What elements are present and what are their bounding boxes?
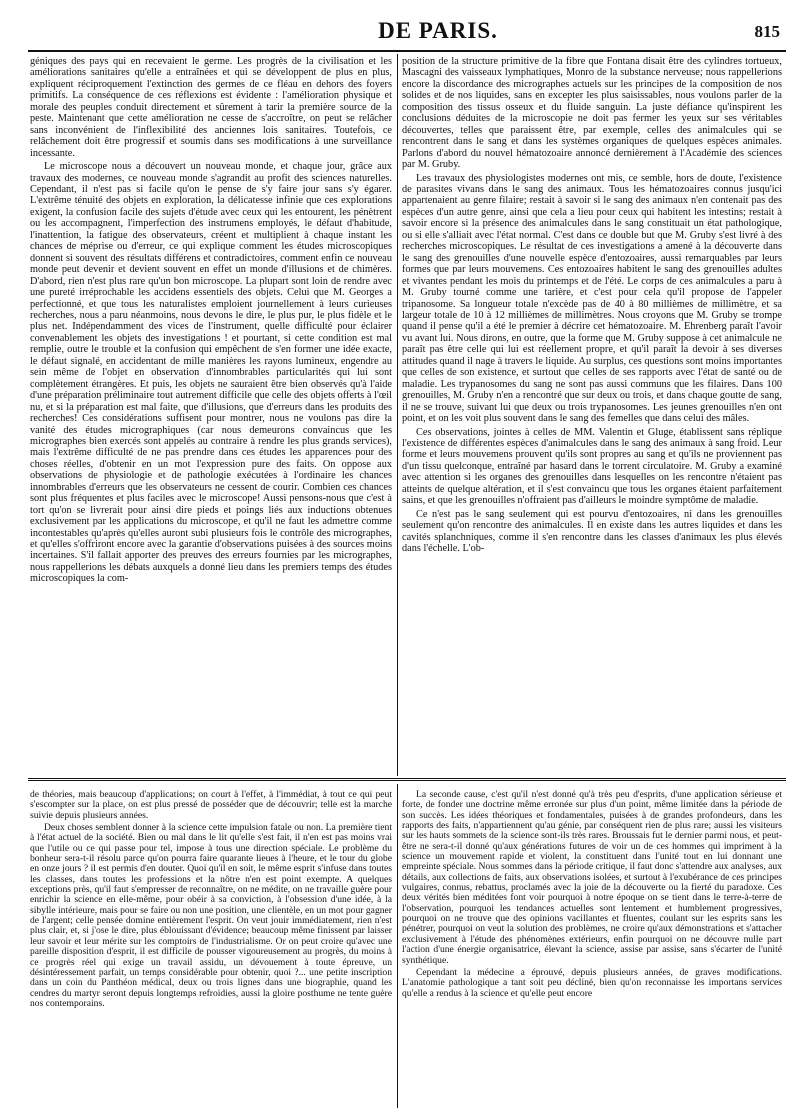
header-rule bbox=[28, 50, 786, 52]
paragraph: Ces observations, jointes à celles de MM. Valentin et Gluge, établissent sans réplique l'existence de différentes espèces d'animalcules dans le sang des animaux à sang froid. Leur forme et leurs mouvemens prouvent qu'ils sont propres au sang et qu'ils ne proviennent pas d'un tissu quelconque, entraîné par hasard dans le torrent circulatoire. M. Gruby a examiné avec attention si les organes des grenouilles dans lesquelles on les rencontre n'étaient pas atteints de quelque altération, et il s'est convaincu que tous les organes étaient parfaitement sains, et que les grenouilles n'offraient pas d'ailleurs le moindre symptôme de maladie. bbox=[402, 426, 782, 507]
column-divider bbox=[397, 784, 398, 1108]
column-divider bbox=[397, 54, 398, 776]
paragraph: Deux choses semblent donner à la science cette impulsion fatale ou non. La première tient à l'état actuel de la société. Bien ou mal dans le lit qu'elle s'est fait, il n'en est pas moins vrai que l'utile ou ce qui passe pour tel, impose à tous une direction spéciale. Le problème du bonheur sera-t-il résolu parce qu'on pourra faire quarante lieues à l'heure, et le tour du globe en onze jours ? il est permis d'en douter. Quoi qu'il en soit, le même esprit s'infuse dans toutes les classes, dans toutes les professions et la nôtre n'en est point exempte. A quelques exceptions près, qu'il faut s'empresser de reconnaître, on ne médite, on ne travaille guère pour enrichir la science en elle-même, pour obéir à sa conviction, à l'obsession d'une idée, à la sibylle intérieure, mais pour se faire ou non une position, une clientèle, en un mot pour gagner de l'argent; celle pensée domine entièrement l'esprit. On veut jouir immédiatement, rien n'est plus clair, et, si j'ose le dire, plus éblouissant d'évidence; beaucoup même finissent par laisser leur savoir et leur mérite sur les comptoirs de l'industrialisme. Or on peut croire qu'avec une pareille disposition d'esprit, il est difficile de pousser vigoureusement au progrès, du moins à ce progrès réel qui exige un travail assidu, un dévouement à toute épreuve, un désintéressement parfait, un temps considérable pour obtenir, quoi ?... une petite inscription dans un coin du Panthéon médical, deux ou trois lignes dans une biographie, quand les cendres du martyr seront depuis longtemps refroidies, aussi la gloire posthume ne tente guère nos contemporains. bbox=[30, 822, 392, 1009]
paragraph: La seconde cause, c'est qu'il n'est donné qu'à très peu d'esprits, d'une application sérieuse et forte, de fonder une doctrine même erronée sur plus d'un point, même limitée dans la période de son succès. Les idées théoriques et fondamentales, puisées à de grandes profondeurs, dans les rapports des faits, n'appartiennent qu'au génie, par conséquent rien de plus rare; aussi les visiteurs sur les hauts sommets de la science sont-ils très rares. Broussais fut le dernier parmi nous, et peut-être ne sera-t-il donné qu'aux générations futures de voir un de ces hommes qui impriment à la science un mouvement rapide et violent, la constituent dans l'unité tout en lui donnant une empreinte spéciale. Nous sommes dans la période critique, il faut donc s'attendre aux analyses, aux détails, aux collections de faits, aux observations isolées, et surtout à l'exubérance de ces principes vulgaires, connus, rebattus, proclamés avec la joie de la découverte ou la fierté du paradoxe. Ces deux vérités bien méditées font voir pourquoi à notre époque on se tient dans le terre-à-terre de l'observation, pourquoi les tendances actuelles sont lentement et humblement progressives, pourquoi on ne trouve que des opinions vacillantes et fluentes, coulant sur les esprits sans les pénétrer, pourquoi on veut la solution des problèmes, ne croire qu'aux démonstrations et s'attacher exclusivement à l'étude des phénomènes extérieurs, enfin pourquoi on ne découvre nulle part l'action d'une énergie organisatrice, élevant la science, assise par assise, sans s'écarter de l'unité synthétique. bbox=[402, 790, 782, 966]
paragraph: Le microscope nous a découvert un nouveau monde, et chaque jour, grâce aux travaux des modernes, ce nouveau monde s'agrandit au profit des sciences naturelles. Cependant, il n'est pas si facile qu'on le pense de s'y faire jour sans s'y égarer. L'extrême ténuité des objets en exploration, la délicatesse infinie que ces explorations exigent, la confusion facile des sujets d'étude avec ceux qui les entourent, les pénètrent ou les accompagnent, l'imperfection des instrumens employés, le défaut d'habitude, l'inattention, la fatigue des observateurs, créent et multiplient à chaque instant les chances de méprise ou d'erreur, ce qui explique comment les études microscopiques donnent si souvent des résultats différens et contradictoires, comment enfin ce nouveau monde peut devenir et devient souvent en effet un monde d'illusions et de chimères. D'abord, rien n'est plus rare qu'un bon microscope. La plupart sont loin de rendre avec une pureté irréprochable les accidens essentiels des objets. Celui que M. Georges a perfectionné, et que tous les naturalistes emploient journellement à leurs curieuses recherches, nous a paru néanmoins, nous devons le dire, le plus pur, le plus fidèle et le plus net. Indépendamment des vices de l'instrument, quelle difficulté pour éclairer convenablement les objets des investigations ! et pourtant, si cette condition est mal remplie, outre le trouble et la confusion qui empêchent de s'en former une idée exacte, le défaut signalé, en accidentant de mille manières les rayons lumineux, engendre au sein même de l'objet en observation d'innombrables particularités qui lui sont complètement étrangères. Et puis, les objets ne sauraient être bien observés qu'à l'aide d'une préparation préliminaire tout autrement difficile que celle des objets offerts à l'œil nu, et si la préparation est mal faite, que d'illusions, que d'erreurs dans les produits des recherches! Ces considérations suffisent pour montrer, nous ne voulons pas dire la vanité des études micrographiques (car nous demeurons convaincus que les micrographes bien exercés sont appelés au contraire à rendre les plus grands services), mais l'extrême difficulté de ne pas prendre dans ces études les apparences pour des choses réelles, d'obtenir en un mot l'expression pure des faits. On oppose aux observations de physiologie et de pathologie exécutées à l'ordinaire les chances innombrables d'erreurs que les observateurs ne cessent de courir. Combien ces chances sont plus fréquentes et plus faciles avec le microscope! Aussi pensons-nous que c'est à tort qu'on se livrerait pour ainsi dire pieds et poings liés aux inductions obtenues exclusivement par les applications du microscope, et qu'il ne faut les admettre comme incontestables qu'après qu'elles auront subi plusieurs fois le contrôle des micrographes, et qu'elles s'offriront encore avec la garantie d'observations puisées à des sources moins incertaines. S'il fallait apporter des preuves des erreurs fournies par les micrographes, nous rappellerions les débats auxquels a donné lieu dans les premiers temps des études microscopiques la com- bbox=[30, 161, 392, 585]
paragraph: géniques des pays qui en recevaient le germe. Les progrès de la civilisation et les améliorations sanitaires qu'elle a entraînées et qui se développent de plus en plus, expliquent réciproquement l'extinction des germes de ce fléau en dehors des foyers primitifs. La conséquence de ces réflexions est évidente : l'amélioration physique et morale des peuples conduit directement et sûrement à tarir la première source de la peste. Maintenant que cette amélioration ne cesse de s'accroître, on peut se relâcher sans inconvénient de l'inflexibilité des anciennes lois sanitaires. Toutefois, ce relâchement doit être progressif et soumis dans ses modifications à une surveillance incessante. bbox=[30, 56, 392, 159]
section-rule bbox=[28, 778, 786, 781]
page-title: DE PARIS. bbox=[378, 18, 498, 43]
upper-right-column bbox=[402, 56, 782, 774]
paragraph: position de la structure primitive de la fibre que Fontana disait être des cylindres tortueux, Mascagni des vaisseaux lymphatiques, Monro de la substance nerveuse; nous rappellerions encore la discordance des micrographes actuels sur les principes de la composition de nos solides et de nos liquides, sans en excepter les plus saisissables, nous voulons parler de la composition des tissus osseux et du fluide sanguin. La juste défiance qu'inspirent les conclusions déduites de la microscopie ne doit pas fermer les yeux sur ses véritables découvertes, telles que paraissent être, par exemple, celles des animalcules qui se rencontrent dans le sang et dans les systèmes organiques de quelques espèces animales. Parlons d'abord du nouvel hématozoaire annoncé dernièrement à l'Académie des sciences par M. Gruby. bbox=[402, 56, 782, 171]
page-header bbox=[28, 12, 788, 52]
paragraph: de théories, mais beaucoup d'applications; on court à l'effet, à l'immédiat, à tout ce qui peut s'escompter sur la place, on est plus pressé de posséder que de découvrir; telle est la marche suivie depuis plusieurs années. bbox=[30, 790, 392, 821]
lower-right-column bbox=[402, 790, 782, 1108]
page-number: 815 bbox=[754, 22, 780, 41]
upper-left-column bbox=[30, 56, 392, 774]
paragraph: Les travaux des physiologistes modernes ont mis, ce semble, hors de doute, l'existence de parasites vivans dans le sang des animaux. Tous les hématozoaires connus jusqu'ici appartenaient au genre filaire; restait à savoir si le sang des animaux n'en contenait pas des espèces d'un autre genre, ainsi que cela a lieu pour ceux qui habitent les intestins; restait à savoir encore si la présence des animalcules dans le sang constituait un état pathologique, ou si elle s'alliait avec l'état normal. C'est dans ce double but que M. Gruby s'est livré à des recherches microscopiques. Le résultat de ces investigations a amené à la découverte dans le sang des grenouilles d'une nouvelle espèce d'entozoaires, aussi remarquables par leurs formes que par leurs mouvemens. Ces entozoaires habitent le sang des grenouilles adultes et vivantes pendant les mois du printemps et de l'été. Le corps de ces animalcules a paru à M. Gruby tourné comme une tarière, et c'est pour cela qu'il propose de l'appeler tripanosome. Sa longueur totale n'excède pas de 40 à 80 millièmes de millimètre, et sa largeur totale de 10 à 12 millièmes de millimètres. Nous croyons que M. Gruby se trompe quand il pense qu'il a été le premier à décrire cet hématozoaire. M. Ehrenberg paraît l'avoir vu avant lui. Nous dirons, en outre, que la forme que M. Gruby suppose à cet animalcule ne paraît pas être celle qui lui est réellement propre, et qu'il paraît la devoir à ses diverses attitudes quand il nage à travers le liquide. Au surplus, ces questions sont moins importantes que celles de son existence, et surtout que celles de ses rapports avec l'état de santé ou de maladie. Les trypanosomes du sang ne sont pas aussi communs que les filaires. Dans 100 grenouilles, M. Gruby n'en a rencontré que sur deux ou trois, et dans chaque goutte de sang, il ne se trouve, suivant lui que deux ou trois trypanosomes. Les jeunes grenouilles n'en ont point, et on les voit plus souvent dans le sang des femelles que dans celui des mâles. bbox=[402, 172, 782, 425]
paragraph: Ce n'est pas le sang seulement qui est pourvu d'entozoaires, ni dans les grenouilles seulement qu'on rencontre des animalcules. Il en existe dans les autres liquides et dans les cavités splanchniques, comme il s'en rencontre dans les classes d'animaux les plus élevés dans l'échelle. L'ob- bbox=[402, 508, 782, 555]
lower-left-column bbox=[30, 790, 392, 1108]
paragraph: Cependant la médecine a éprouvé, depuis plusieurs années, de graves modifications. L'anatomie pathologique a tant soit peu décliné, bien qu'on reconnaisse les importans services qu'elle a rendus à la science et qu'elle peut encore bbox=[402, 966, 782, 999]
